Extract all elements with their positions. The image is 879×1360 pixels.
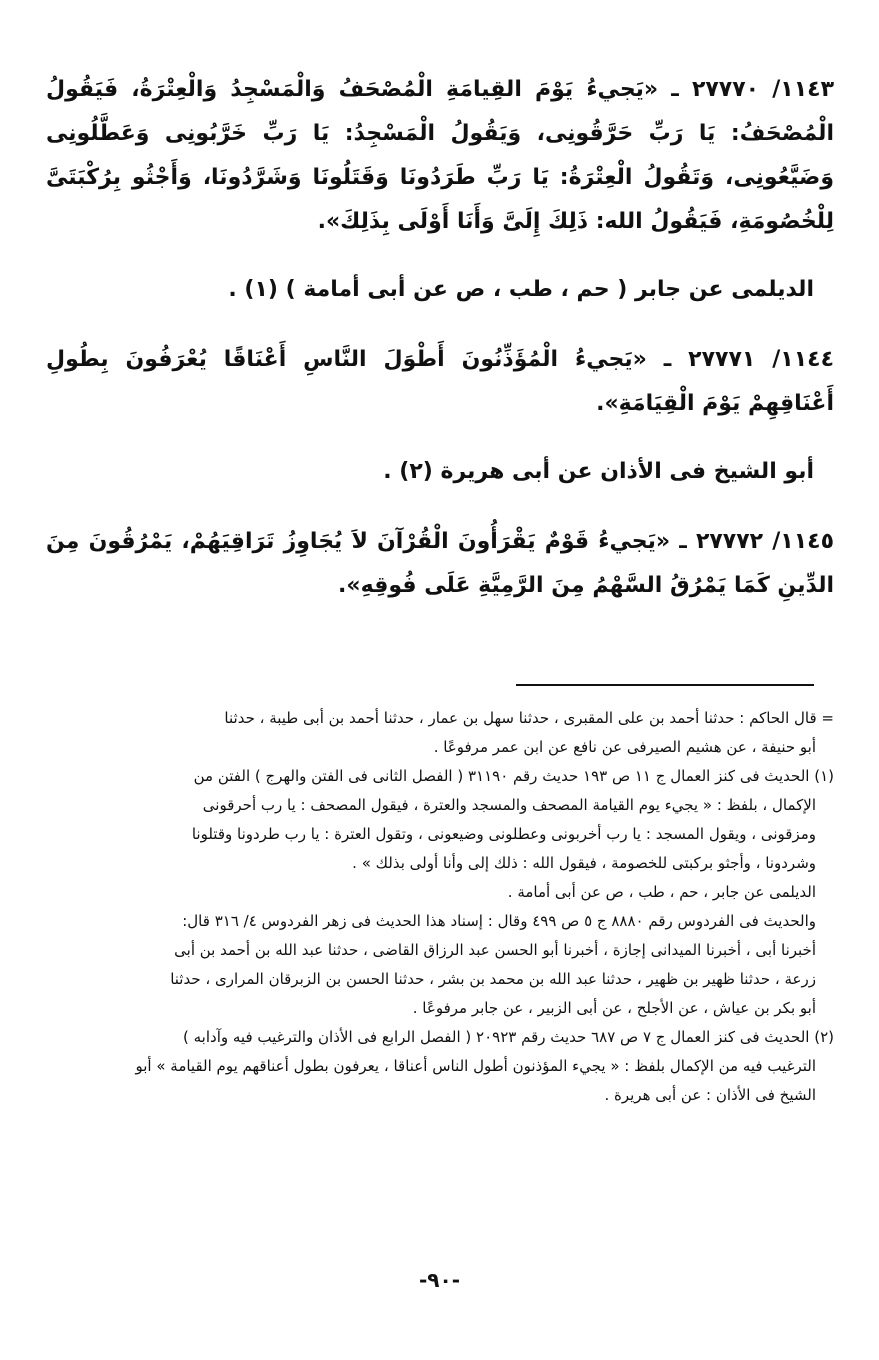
hadith-1144-source: أبو الشيخ فى الأذان عن أبى هريرة (٢) .: [383, 459, 814, 484]
page-number: -٩٠-: [418, 1268, 461, 1292]
hadith-1143-source: الديلمى عن جابر ( حم ، طب ، ص عن أبى أمامة ) (١) .: [228, 277, 814, 302]
footnote-2-line: (٢) الحديث فى كنز العمال ج ٧ ص ٦٨٧ حديث رقم ٢٠٩٢٣ ( الفصل الرابع فى الأذان والترغيب فيه وآدابه ): [183, 1028, 834, 1046]
main-text: [46, 68, 834, 632]
footnote-continuation-line: أبو حنيفة ، عن هشيم الصيرفى عن نافع عن ابن عمر مرفوعًا .: [433, 738, 816, 756]
footnote-1-line: أخبرنا أبى ، أخبرنا الميدانى إجازة ، أخبرنا أبو الحسن عبد الرزاق القاضى ، حدثنا عبد الله بن أحمد بن أبى: [174, 941, 816, 959]
footnotes: [44, 704, 834, 1110]
footnote-1-line: الإكمال ، بلفظ : « يجيء يوم القيامة المصحف والمسجد والعترة ، فيقول المصحف : يا رب أحرقونى: [202, 796, 816, 814]
hadith-1144: ١١٤٤/ ٢٧٧٧١ ـ «يَجيءُ الْمُؤَذِّنُونَ أَطْوَلَ النَّاسِ أَعْنَاقًا يُعْرَفُونَ بِطُولِ أَعْنَاقِهِمْ يَوْمَ الْقِيَامَةِ».: [46, 347, 834, 416]
footnote-2-line: الشيخ فى الأذان : عن أبى هريرة .: [604, 1086, 816, 1104]
footnote-1-line: (١) الحديث فى كنز العمال ج ١١ ص ١٩٣ حديث رقم ٣١١٩٠ ( الفصل الثانى فى الفتن والهرج ) الفتن من: [193, 767, 834, 785]
footnote-separator: [516, 684, 814, 686]
footnote-1-line: وشردونا ، وأجثو بركبتى للخصومة ، فيقول الله : ذلك إلى وأنا أولى بذلك » .: [352, 854, 816, 872]
footnote-1-line: أبو بكر بن عياش ، عن الأجلح ، عن أبى الزبير ، عن جابر مرفوعًا .: [412, 999, 816, 1017]
footnote-1-line: الديلمى عن جابر ، حم ، طب ، ص عن أبى أمامة .: [507, 883, 816, 901]
footnote-1-line: ومزقونى ، ويقول المسجد : يا رب أخربونى وعطلونى وضيعونى ، وتقول العترة : يا رب طردونا وقتلونا: [191, 825, 816, 843]
hadith-1143: ١١٤٣/ ٢٧٧٧٠ ـ «يَجيءُ يَوْمَ القِيامَةِ الْمُصْحَفُ وَالْمَسْجِدُ وَالْعِتْرَةُ، فَيَقُولُ الْمُصْحَفُ: يَا رَبِّ حَرَّقُونِى، وَيَقُولُ الْمَسْجِدُ: يَا رَبِّ خَرَّبُونِى وَعَطَّلُونِى وَضَيَّعُونِى، وَتَقُولُ الْعِتْرَةُ: يَا رَبِّ طَرَدُونَا وَقَتَلُونَا وَشَرَّدُونَا، وَأَجْثُو بِرُكْبَتَىَّ لِلْخُصُومَةِ، فَيَقُولُ الله: ذَلِكَ إِلَىَّ وَأَنَا أَوْلَى بِذَلِكَ».: [46, 77, 834, 234]
footnote-continuation-line: = قال الحاكم : حدثنا أحمد بن على المقبرى ، حدثنا سهل بن عمار ، حدثنا أحمد بن أبى طيبة ، حدثنا: [224, 709, 834, 727]
footnote-1-line: والحديث فى الفردوس رقم ٨٨٨٠ ج ٥ ص ٤٩٩ وقال : إسناد هذا الحديث فى زهر الفردوس ٤/ ٣١٦ قال:: [182, 912, 816, 930]
hadith-1145: ١١٤٥/ ٢٧٧٧٢ ـ «يَجيءُ قَوْمٌ يَقْرَأُونَ الْقُرْآنَ لاَ يُجَاوِزُ تَرَاقِيَهُمْ، يَمْرُقُونَ مِنَ الدِّينِ كَمَا يَمْرُقُ السَّهْمُ مِنَ الرَّمِيَّةِ عَلَى فُوقِهِ».: [46, 529, 834, 598]
footnote-1-line: زرعة ، حدثنا ظهير بن ظهير ، حدثنا عبد الله بن محمد بن بشر ، حدثنا الحسن بن الزبرقان المرارى ، حدثنا: [170, 970, 816, 988]
footnote-2-line: الترغيب فيه من الإكمال بلفظ : « يجيء المؤذنون أطول الناس أعناقا ، يعرفون بطول أعناقهم يوم القيامة » أبو: [135, 1057, 816, 1075]
